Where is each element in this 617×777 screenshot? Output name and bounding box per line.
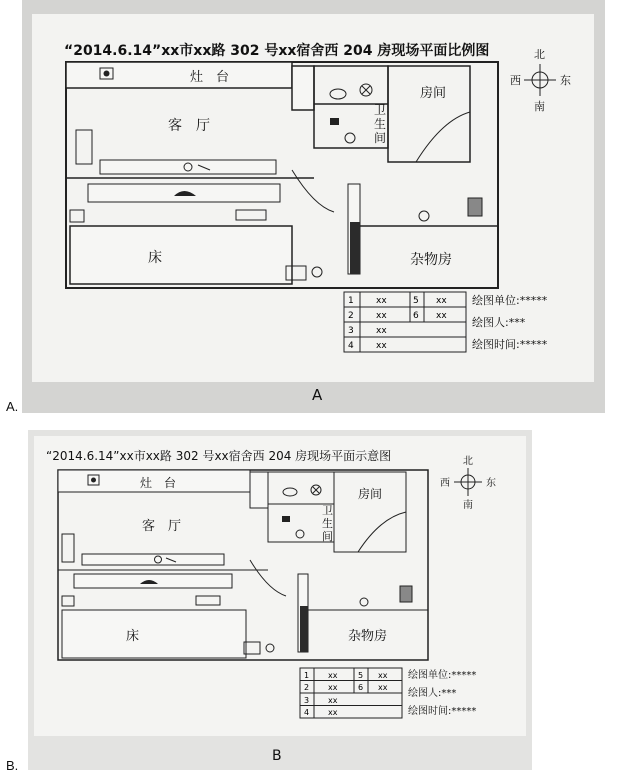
table-cell: xx	[376, 326, 387, 336]
room-label: 房间	[420, 86, 447, 101]
figure-caption-b: B	[272, 748, 282, 764]
table-cell: 4	[304, 708, 310, 717]
option-label-a: A.	[6, 399, 19, 414]
table-cell: xx	[376, 311, 387, 321]
table-cell: xx	[328, 671, 338, 680]
storage-label: 杂物房	[410, 252, 452, 268]
compass-south: 南	[534, 100, 545, 113]
table-cell: xx	[328, 683, 338, 692]
table-cell: xx	[436, 311, 447, 321]
bath-switch-icon	[282, 516, 290, 522]
tv-cabinet	[100, 160, 276, 174]
info-author: 绘图人:***	[472, 316, 526, 329]
table-cell: 3	[304, 696, 310, 705]
table-cell: 6	[358, 683, 364, 692]
floor-plan-a	[22, 0, 605, 413]
info-time: 绘图时间:*****	[472, 338, 548, 351]
table-cell: 5	[413, 296, 419, 306]
living-room-label: 客 厅	[142, 519, 182, 534]
compass-east: 东	[560, 74, 571, 87]
person-figure	[468, 198, 482, 216]
table-cell: xx	[378, 683, 388, 692]
figure-a-photo	[22, 0, 605, 413]
info-time: 绘图时间:*****	[408, 706, 477, 717]
dark-door	[350, 222, 360, 274]
compass-west: 西	[440, 478, 450, 489]
dark-door	[300, 606, 308, 652]
bathroom-label-2: 生	[322, 517, 333, 530]
plan-title: “2014.6.14”xx市xx路 302 号xx宿舍西 204 房现场平面比例图	[64, 43, 490, 59]
table-cell: xx	[436, 296, 447, 306]
table-cell: xx	[378, 671, 388, 680]
storage-label: 杂物房	[348, 629, 388, 644]
compass-west: 西	[510, 74, 521, 87]
compass-east: 东	[486, 478, 496, 489]
table-cell: xx	[328, 708, 338, 717]
bathroom-label-1: 卫	[374, 103, 387, 117]
table-cell: 2	[304, 683, 310, 692]
bathroom-label-3: 间	[374, 131, 387, 145]
info-author: 绘图人:***	[408, 688, 457, 699]
floor-plan-b	[28, 430, 532, 770]
stove-label: 灶 台	[190, 70, 230, 85]
table-cell: 1	[304, 671, 310, 680]
bed-label: 床	[148, 250, 162, 266]
plan-title: “2014.6.14”xx市xx路 302 号xx宿舍西 204 房现场平面示意图	[46, 449, 392, 463]
table-cell: 6	[413, 311, 419, 321]
person-figure	[400, 586, 412, 602]
bath-switch-icon	[330, 118, 339, 125]
bed-label: 床	[126, 629, 140, 644]
compass-north: 北	[463, 456, 473, 467]
table-cell: 3	[348, 326, 354, 336]
partition-wall	[292, 66, 314, 110]
info-unit: 绘图单位:*****	[472, 294, 548, 307]
figure-caption-a: A	[312, 386, 323, 404]
option-label-b: B.	[6, 758, 19, 773]
table-cell: xx	[376, 341, 387, 351]
table-cell: xx	[328, 696, 338, 705]
compass-north: 北	[534, 48, 545, 61]
room-label: 房间	[358, 487, 383, 501]
figure-b-photo	[28, 430, 532, 770]
table-cell: 5	[358, 671, 364, 680]
bed	[62, 610, 246, 658]
table-cell: 2	[348, 311, 354, 321]
table-cell: 4	[348, 341, 354, 351]
stove-label: 灶 台	[140, 476, 177, 490]
bed	[70, 226, 292, 284]
bathroom-label-1: 卫	[322, 504, 333, 517]
tv-cabinet	[82, 554, 224, 565]
table-cell: 1	[348, 296, 354, 306]
bathroom-label-2: 生	[374, 117, 387, 131]
bathroom-label-3: 间	[322, 530, 333, 543]
partition-wall	[250, 472, 268, 508]
living-room-label: 客 厅	[168, 118, 210, 134]
compass-south: 南	[463, 500, 473, 511]
table-cell: xx	[376, 296, 387, 306]
info-unit: 绘图单位:*****	[408, 670, 477, 681]
